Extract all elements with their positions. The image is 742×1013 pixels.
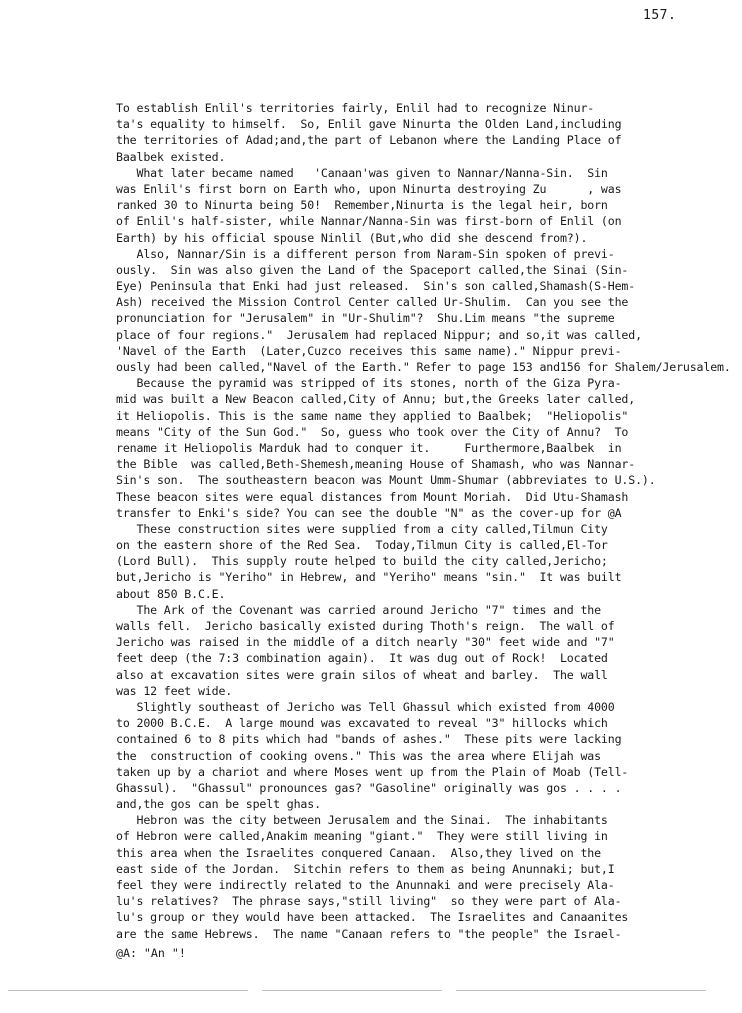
text-line: feel they were indirectly related to the Anunnaki and were precisely Ala- (116, 878, 615, 892)
text-line: and,the gos can be spelt ghas. (116, 797, 321, 812)
text-line: To establish Enlil's territories fairly, Enlil had to recognize Ninur- (116, 101, 595, 115)
text-line: on the eastern shore of the Red Sea. Today,Tilmun City is called,El-Tor (116, 538, 608, 553)
bottom-rule (456, 990, 706, 991)
text-line: (Lord Bull). This supply route helped to build the city called,Jericho; (116, 554, 608, 569)
text-line: rename it Heliopolis Marduk had to conquer it. Furthermore,Baalbek in (116, 440, 622, 455)
text-line: contained 6 to 8 pits which had "bands of ashes." These pits were lacking (116, 732, 622, 747)
text-line: ranked 30 to Ninurta being 50! Remember,Ninurta is the legal heir, born (116, 198, 608, 213)
text-line: ta's equality to himself. So, Enlil gave Ninurta the Olden Land,including (116, 117, 622, 132)
text-line: Ghassul). "Ghassul" pronounces gas? "Gasoline" originally was gos . . . . (116, 780, 622, 795)
text-line: east side of the Jordan. Sitchin refers to them as being Anunnaki; but,I (116, 861, 615, 876)
text-line: of Enlil's half-sister, while Nannar/Nanna-Sin was first-born of Enlil (on (116, 214, 622, 229)
text-line: lu's group or they would have been attacked. The Israelites and Canaanites (116, 910, 629, 925)
text-line: was 12 feet wide. (116, 683, 233, 698)
text-line: ously. Sin was also given the Land of the Spaceport called,the Sinai (Sin- (116, 262, 629, 277)
text-line: What later became named 'Canaan'was given to Nannar/Nanna-Sin. Sin (116, 165, 608, 180)
bottom-rule (262, 990, 442, 991)
text-line: These beacon sites were equal distances from Mount Moriah. Did Utu-Shamash (116, 489, 629, 504)
text-line: pronunciation for "Jerusalem" in "Ur-Shulim"? Shu.Lim means "the supreme (116, 311, 615, 326)
text-line: means "City of the Sun God." So, guess who took over the City of Annu? To (116, 424, 629, 439)
text-line: walls fell. Jericho basically existed during Thoth's reign. The wall of (116, 619, 615, 633)
text-line: Earth) by his official spouse Ninlil (But,who did she descend from?). (116, 230, 588, 245)
text-line: Sin's son. The southeastern beacon was Mount Umm-Shumar (abbreviates to U.S.). (116, 473, 656, 488)
text-line: Ash) received the Mission Control Center called Ur-Shulim. Can you see the (116, 295, 629, 310)
page-number: 157. (643, 8, 677, 23)
text-line: the territories of Adad;and,the part of Lebanon where the Landing Place of (116, 133, 622, 148)
text-line: but,Jericho is "Yeriho" in Hebrew, and "Yeriho" means "sin." It was built (116, 570, 622, 585)
body-text (116, 100, 742, 942)
text-line: to 2000 B.C.E. A large mound was excavated to reveal "3" hillocks which (116, 716, 608, 731)
text-line: Baalbek existed. (116, 149, 226, 164)
text-line: Also, Nannar/Sin is a different person from Naram-Sin spoken of previ- (116, 246, 615, 261)
bottom-rule (8, 990, 248, 991)
text-line: it Heliopolis. This is the same name they applied to Baalbek; "Heliopolis" (116, 408, 629, 423)
text-line: this area when the Israelites conquered Canaan. Also,they lived on the (116, 845, 601, 860)
text-line: Because the pyramid was stripped of its stones, north of the Giza Pyra- (116, 376, 622, 391)
text-line: mid was built a New Beacon called,City of Annu; but,the Greeks later called, (116, 392, 636, 407)
text-line: the construction of cooking ovens." This was the area where Elijah was (116, 748, 601, 763)
text-line: Eye) Peninsula that Enki had just released. Sin's son called,Shamash(S-Hem- (116, 279, 636, 294)
text-line: of Hebron were called,Anakim meaning "giant." They were still living in (116, 829, 608, 844)
text-line: was Enlil's first born on Earth who, upon Ninurta destroying Zu , was (116, 181, 622, 196)
text-line: also at excavation sites were grain silos of wheat and barley. The wall (116, 667, 608, 682)
text-line: The Ark of the Covenant was carried around Jericho "7" times and the (116, 602, 601, 617)
text-line: transfer to Enki's side? You can see the double "N" as the cover-up for @A (116, 505, 622, 520)
text-line: 'Navel of the Earth (Later,Cuzco receives this same name)." Nippur previ- (116, 343, 622, 358)
text-line: feet deep (the 7:3 combination again). It was dug out of Rock! Located (116, 651, 608, 666)
footnote: @A: "An "! (116, 946, 186, 960)
text-line: taken up by a chariot and where Moses went up from the Plain of Moab (Tell- (116, 764, 629, 779)
text-line: the Bible was called,Beth-Shemesh,meaning House of Shamash, who was Nannar- (116, 457, 636, 472)
text-line: place of four regions." Jerusalem had replaced Nippur; and so,it was called, (116, 327, 642, 342)
text-line: Jericho was raised in the middle of a ditch nearly "30" feet wide and "7" (116, 635, 615, 650)
text-line: ously had been called,"Navel of the Earth." Refer to page 153 and156 for Shalem/Jerusalem. (116, 360, 731, 374)
text-line: These construction sites were supplied from a city called,Tilmun City (116, 521, 608, 536)
text-line: about 850 B.C.E. (116, 586, 226, 601)
text-line: Slightly southeast of Jericho was Tell Ghassul which existed from 4000 (116, 699, 615, 714)
text-line: Hebron was the city between Jerusalem and the Sinai. The inhabitants (116, 813, 608, 828)
text-line: are the same Hebrews. The name "Canaan refers to "the people" the Israel- (116, 926, 622, 941)
text-line: lu's relatives? The phrase says,"still living" so they were part of Ala- (116, 894, 622, 909)
